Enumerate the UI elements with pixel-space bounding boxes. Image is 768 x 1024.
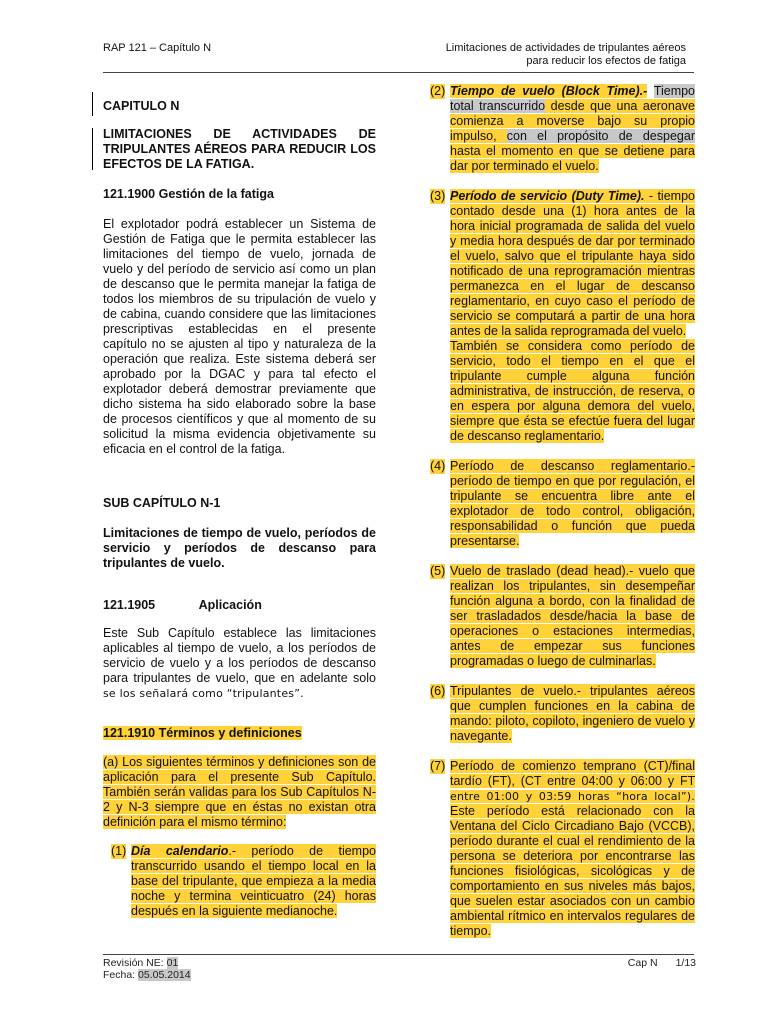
section-1900-title: 121.1900 Gestión de la fatiga (103, 187, 274, 201)
paragraph-a (103, 755, 376, 830)
section-1910-title-text: 121.1910 Términos y definiciones (103, 726, 302, 740)
item-6-number: (6) (430, 684, 446, 698)
section-1905-heading (103, 598, 376, 613)
left-column (103, 85, 376, 919)
revision-bar (92, 92, 93, 116)
section-1905-text: Este Sub Capítulo establece las limitaciones aplicables al tiempo de vuelo, a los períodos de servicio de vuelo y a los períodos de descanso para tripulantes de vuelo, que en adelante solo (103, 626, 376, 685)
item-7-body-b: Este período está relacionado con la Ventana del Ciclo Circadiano Bajo (VCCB), período durante el cual el rendimiento de la persona se deteriora por encontrarse las funciones fisiológicas, sicológicas y de comportamiento en sus niveles más bajos, que suelen estar asociados con un cambio ambiental rítmico en intervalos regulares de tiempo. (450, 804, 695, 938)
header-right-line1: Limitaciones de actividades de tripulantes aéreos (445, 42, 686, 54)
item-5-number: (5) (430, 564, 446, 578)
item-1-body: .- período de tiempo transcurrido usando el tiempo local en la base del tripulante, que empieza a la media noche y termina veinticuatro (24) horas después en la siguiente medianoche. (131, 844, 377, 918)
item-2-body-b: hasta el momento en que se detiene para dar por terminado el vuelo. (450, 144, 695, 173)
chapter-heading: CAPITULO N (103, 99, 180, 113)
item-2-body-a: desde que una aeronave comienza a moverse bajo su propio impulso, (450, 99, 695, 143)
section-1900-body: El explotador podrá establecer un Sistema de Gestión de Fatiga que le permita establecer las limitaciones del tiempo de vuelo, jornada de vuelo y del período de servicio así como un plan de descanso que le permita manejar la fatiga de todos los miembros de su tripulación de vuelo y de cabina, cuando considere que las limitaciones prescriptivas establecidas en el presente capítulo no se ajusten al tipo y naturaleza de la operación que realiza. Este sistema deberá ser aprobado por la DGAC y para tal efecto el explotador deberá demostrar previamente que dicho sistema ha sido elaborado sobre la base de procesos científicos y que al momento de su solicitud la misma evidencia objetivamente su eficacia en el control de la fatiga. (103, 217, 376, 456)
item-1-term: Día calendario (131, 844, 229, 858)
item-7-body-a: Período de comienzo temprano (CT)/final tardío (FT), (CT entre 04:00 y 06:00 y FT (450, 759, 695, 788)
footer-chapter: Cap N (627, 957, 658, 969)
footer-left (103, 957, 191, 981)
item-4-body: Período de descanso reglamentario.- período de tiempo en que por regulación, el tripulante se encuentra libre ante el explotador de todo control, obligación, responsabilidad o función que pueda presentarse. (450, 459, 695, 548)
item-5-body: Vuelo de traslado (dead head).- vuelo que realizan los tripulantes, sin desempeñar función alguna a bordo, con la finalidad de ser trasladados desde/hacia la base de operaciones o estaciones intermedias, antes de empezar sus funciones programadas o luego de culminarlas. (450, 564, 695, 668)
subchapter-heading: SUB CAPÍTULO N-1 (103, 496, 221, 510)
item-3-body-2-text: También se considera como período de servicio, todo el tiempo en el que el tripulante cumple alguna función administrativa, de instrucción, de reserva, o en espera por alguna demora del vuelo, siempre que ésta se efectúe fuera del lugar de descanso reglamentario. (450, 339, 695, 443)
date-label: Fecha: (103, 969, 139, 981)
revision-bar (92, 128, 93, 170)
definition-item-5 (430, 564, 695, 669)
item-3-body-2 (450, 339, 695, 444)
definition-item-4 (430, 459, 695, 549)
date-line (103, 969, 191, 981)
item-2-term: Tiempo de vuelo (Block Time).- (450, 84, 648, 98)
revision-label: Revisión NE: (103, 957, 167, 969)
item-2-highlight-grey: Tiempo total transcurrido (450, 84, 696, 113)
page-number: 1/13 (675, 957, 696, 969)
definition-item-6 (430, 684, 695, 744)
header-left: RAP 121 – Capítulo N (103, 42, 212, 54)
header-rule (103, 72, 694, 73)
item-2-number: (2) (430, 84, 446, 98)
section-1910-title (103, 726, 376, 741)
item-3-number: (3) (430, 189, 446, 203)
definition-item-7 (430, 759, 695, 939)
item-1-number: (1) (111, 844, 127, 858)
item-7-time-range: entre 01:00 y 03:59 horas “hora local”). (450, 790, 695, 803)
definition-item-1 (111, 844, 376, 919)
definition-item-2 (430, 84, 695, 174)
footer-rule (103, 954, 694, 955)
item-4-number: (4) (430, 459, 446, 473)
date-value: 05.05.2014 (138, 969, 191, 981)
subchapter-title: Limitaciones de tiempo de vuelo, períodos de servicio y períodos de descanso para tripulantes de vuelo. (103, 526, 376, 570)
item-7-number: (7) (430, 759, 446, 773)
revision-line (103, 957, 191, 969)
section-1905-number: 121.1905 (103, 598, 156, 612)
header-right-line2: para reducir los efectos de fatiga (526, 55, 686, 67)
item-3-body: - tiempo contado desde una (1) hora antes de la hora inicial programada de salida del vuelo y media hora después de dar por terminado el vuelo, salvo que el tripulante haya sido notificado de una reprogramación mientras permanezca en el lugar de descanso reglamentario, en cuyo caso el período de servicio se computará a partir de una hora antes de la salida reprogramada del vuelo. (450, 189, 695, 338)
revision-value: 01 (166, 957, 179, 969)
item-2-highlight-grey-2: con el propósito de despegar (506, 129, 695, 143)
footer-right (628, 957, 696, 969)
section-1905-label: Aplicación (198, 598, 262, 612)
item-3-term: Período de servicio (Duty Time). (450, 189, 645, 203)
chapter-title: LIMITACIONES DE ACTIVIDADES DE TRIPULANTES AÉREOS PARA REDUCIR LOS EFECTOS DE LA FATIGA. (103, 127, 376, 171)
item-6-body: Tripulantes de vuelo.- tripulantes aéreos que cumplen funciones en la cabina de mando: piloto, copiloto, ingeniero de vuelo y navegante. (450, 684, 695, 743)
definition-item-3 (430, 189, 695, 444)
section-1905-body (103, 626, 376, 701)
section-1905-tail: se los señalará como “tripulantes”. (103, 687, 304, 700)
right-column (430, 84, 695, 939)
header-right (446, 42, 686, 68)
paragraph-a-text: (a) Los siguientes términos y definiciones son de aplicación para el presente Sub Capítulo. También serán validas para los Sub Capítulos N-2 y N-3 siempre que en éstas no existan otra definición para el mismo término: (103, 755, 376, 829)
